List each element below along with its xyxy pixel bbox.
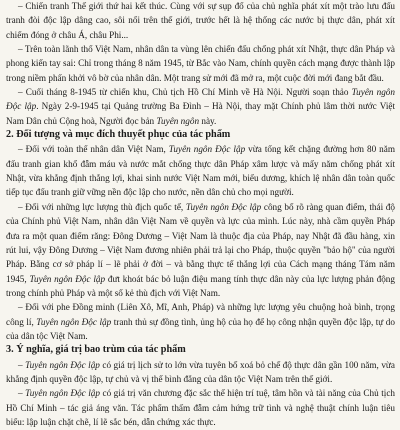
context-paragraph-2: – Trên toàn lãnh thổ Việt Nam, nhân dân ta vùng lên chiến đấu chống phát xít Nhật, thực dân Pháp và phong kiến tay sai: Chỉ trong tháng 8 năm 1945, từ Bắc vào Nam, chính quyền cách mạng được thành lập trong niềm phấn khởi vô bờ của nhân dân. Một trang sử mới đã mở ra, một cuộc đời mới đang bắt đầu.: [6, 44, 395, 83]
section-3-heading: 3. Ý nghĩa, giá trị bao trùm của tác phẩm: [6, 344, 186, 356]
context-paragraph-1: – Chiến tranh Thế giới thứ hai kết thúc. Cùng với sự sụp đổ của chủ nghĩa phát xít một trào lưu đấu tranh đòi độc lập dâng cao, sôi nổi trên thế giới, trước hết là hệ thống các nước bị thực dân, phát xít chiếm đóng ở châu Á, châu Phi...: [6, 1, 395, 40]
context-paragraph-3: – Cuối tháng 8-1945 từ chiến khu, Chủ tịch Hồ Chí Minh về Hà Nội. Người soạn thảo Tuyên ngôn Độc lập. Ngày 2-9-1945 tại Quảng trường Ba Đình – Hà Nội, thay mặt Chính phủ lâm thời nước Việt Nam Dân chủ Cộng hoà, Người đọc bản Tuyên ngôn này.: [6, 87, 396, 126]
section-3-paragraph-1: – Tuyên ngôn Độc lập có giá trị lịch sử to lớn vừa tuyên bố xoá bỏ chế độ thực dân gần 100 năm, vừa khẳng định quyền độc lập, tự chủ và vị thế bình đẳng của dân tộc Việt Nam trên thế giới.: [6, 359, 395, 384]
section-2-paragraph-1: – Đối với toàn thể nhân dân Việt Nam, Tuyên ngôn Độc lập vừa tổng kết chặng đường hơn 80 năm đấu tranh gian khổ đẫm máu và nước mắt chống thực dân Pháp xâm lược và mấy năm chống phát xít Nhật, vừa khẳng định thắng lợi, khai sinh nước Việt Nam mới, biểu dương, khích lệ nhân dân toàn quốc tiếp tục đấu tranh giữ vững nền độc lập cho nước, nền dân chủ cho mọi người.: [6, 144, 395, 198]
section-2-paragraph-2: – Đối với những lực lượng thù địch quốc tế, Tuyên ngôn Độc lập công bố rõ ràng quan điểm, thái độ của Chính phủ Việt Nam, nhân dân Việt Nam về quyền và lực của mình. Lúc này, nhà cầm quyền Pháp đưa ra một quan điểm răng: Đông Dương – Việt Nam là thuộc địa của Pháp, nay Nhật đã đầu hàng, xin rút lui, vậy Đông Dương – Việt Nam đương nhiên phải trả lại cho Pháp, thuộc quyền "bảo hộ" của người Pháp. Bằng cơ sở pháp lí – lẽ phải ở đời – và bằng thực tế thắng lợi của Cách mạng tháng Tám năm 1945, Tuyên ngôn Độc lập đưt khoát bác bỏ luận điệu mang tính thực dân này của lực lượng phản động trong chính phủ Pháp và một số kẻ thù địch với Việt Nam.: [6, 201, 395, 298]
section-2-heading: 2. Đối tượng và mục đích thuyết phục của tác phẩm: [6, 129, 231, 141]
section-3-paragraph-2: – Tuyên ngôn Độc lập có giá trị văn chương đặc sắc thể hiện trí tuệ, tâm hồn và tài năng của Chủ tịch Hồ Chí Minh – tác giả áng văn. Tác phẩm thấm đẫm cảm hứng trữ tình và nghệ thuật chính luận tiêu biểu: lập luận chặt chẽ, lí lẽ sắc bén, dẫn chứng xác thực.: [6, 388, 395, 427]
section-2-paragraph-3: – Đối với phe Đồng minh (Liên Xô, Mĩ, Anh, Pháp) và những lực lượng yêu chuộng hoà bình, trọng công lí, Tuyên ngôn Độc lập tranh thủ sự đồng tình, ủng hộ của họ để họ công nhận quyền độc lập, tự do của dân tộc Việt Nam.: [6, 302, 395, 341]
